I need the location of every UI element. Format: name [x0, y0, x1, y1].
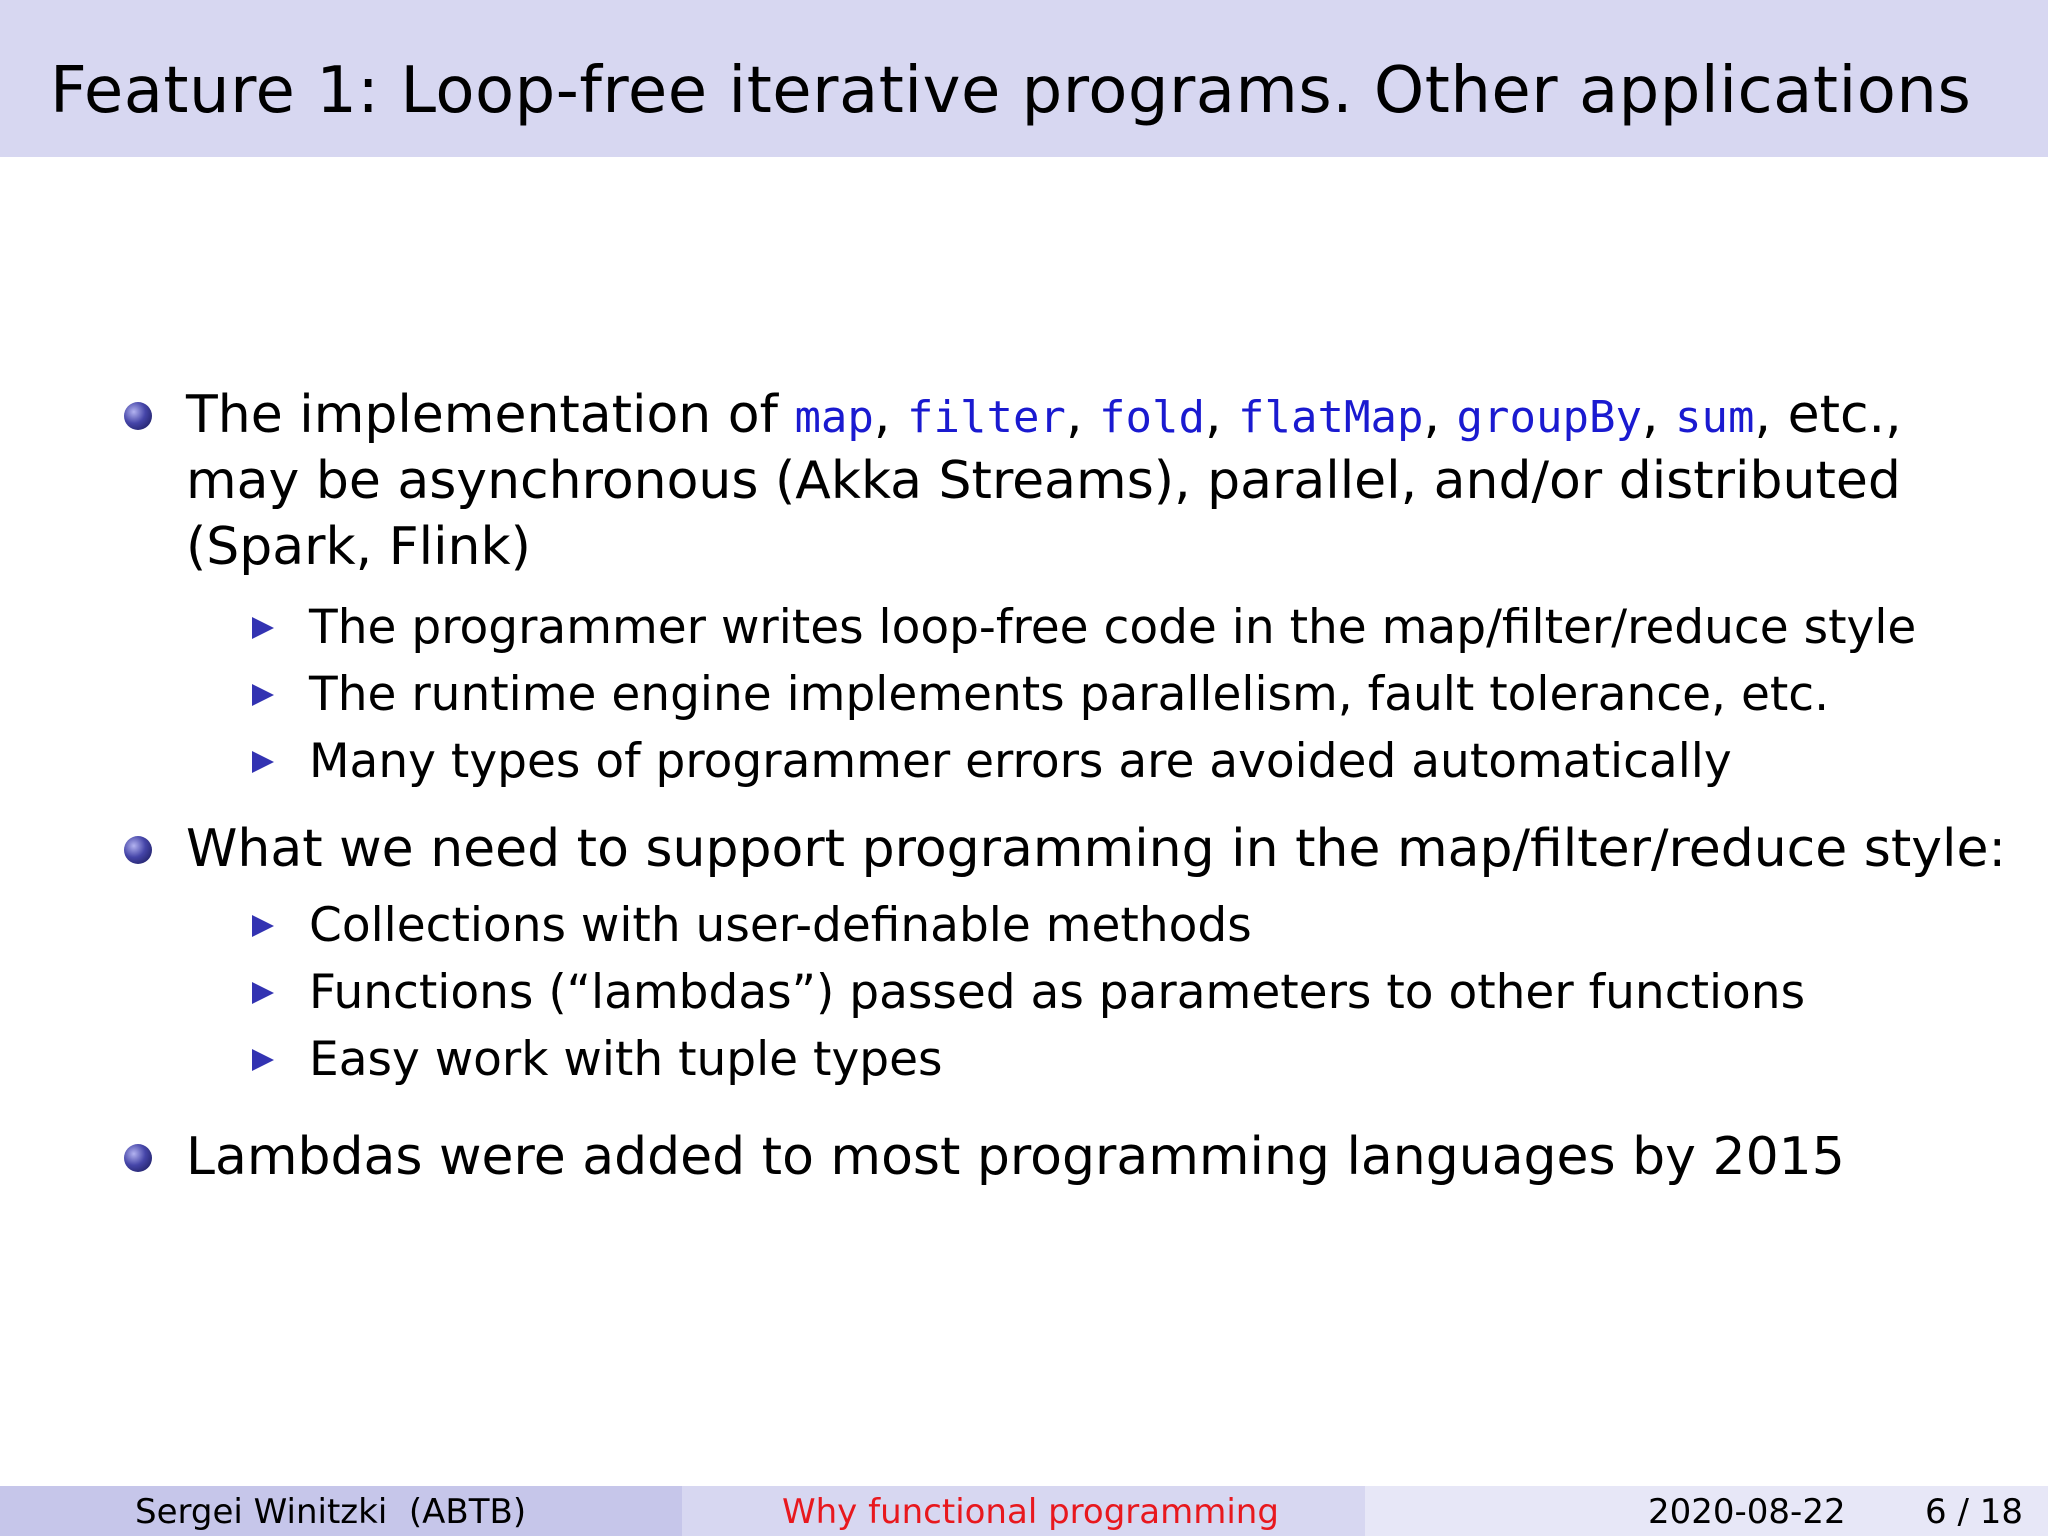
bullet-2-subitem: Easy work with tuple types	[309, 1032, 943, 1087]
footer-date: 2020-08-22	[1648, 1492, 1846, 1532]
bullet-2-subitem: Functions (“lambdas”) passed as parameters to other functions	[309, 965, 1806, 1020]
bullet-2-subitem: Collections with user-definable methods	[309, 898, 1252, 953]
bullet-icon	[124, 402, 152, 430]
bullet-1-line-1: The implementation of map, filter, fold, flatMap, groupBy, sum, etc.,	[186, 385, 1902, 445]
code-sum: sum	[1675, 392, 1755, 443]
code-flatmap: flatMap	[1238, 392, 1424, 443]
slide-title: Feature 1: Loop-free iterative programs. Other applications	[50, 54, 1972, 128]
bullet-1-subitem: The programmer writes loop-free code in the map/filter/reduce style	[309, 600, 1917, 655]
bullet-1-line-3: (Spark, Flink)	[186, 517, 531, 577]
footer-affiliation: (ABTB)	[408, 1492, 527, 1532]
bullet-1-line-2: may be asynchronous (Akka Streams), parallel, and/or distributed	[186, 451, 1901, 511]
triangle-bullet-icon	[252, 1049, 274, 1071]
footer-author: Sergei Winitzki (ABTB)	[135, 1492, 527, 1532]
slide-title-bar	[0, 0, 2048, 157]
slide-footer	[0, 1486, 2048, 1536]
footer-title-section	[682, 1486, 1365, 1536]
bullet-1-subitem: The runtime engine implements parallelism, fault tolerance, etc.	[309, 667, 1830, 722]
footer-page-number: 6 / 18	[1925, 1492, 2023, 1532]
bullet-icon	[124, 1144, 152, 1172]
code-filter: filter	[906, 392, 1066, 443]
bullet-3-text: Lambdas were added to most programming languages by 2015	[186, 1127, 1845, 1187]
triangle-bullet-icon	[252, 751, 274, 773]
triangle-bullet-icon	[252, 684, 274, 706]
code-fold: fold	[1099, 392, 1205, 443]
footer-info-section	[1365, 1486, 2048, 1536]
triangle-bullet-icon	[252, 617, 274, 639]
bullet-2-text: What we need to support programming in the map/filter/reduce style:	[186, 819, 2006, 879]
bullet-1-subitem: Many types of programmer errors are avoided automatically	[309, 734, 1732, 789]
footer-author-section	[0, 1486, 682, 1536]
bullet-icon	[124, 836, 152, 864]
footer-talk-title: Why functional programming	[782, 1492, 1279, 1532]
code-groupby: groupBy	[1456, 392, 1642, 443]
triangle-bullet-icon	[252, 982, 274, 1004]
triangle-bullet-icon	[252, 915, 274, 937]
code-map: map	[794, 392, 874, 443]
